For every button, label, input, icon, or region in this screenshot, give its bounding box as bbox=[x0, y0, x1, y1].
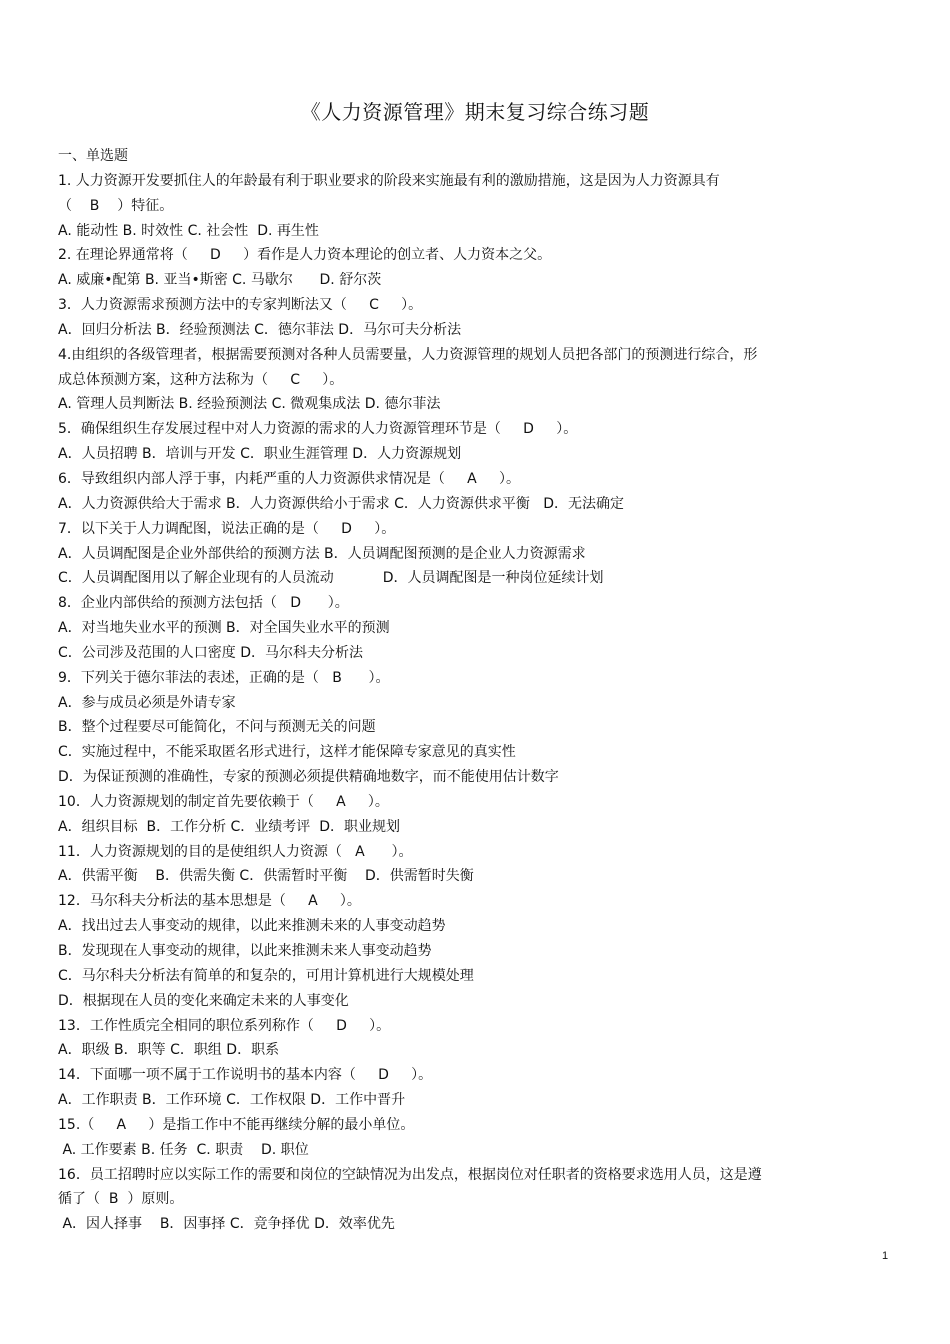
text-line: A．工作职责 B．工作环境 C．工作权限 D．工作中晋升 bbox=[58, 1092, 406, 1109]
document-title: 《人力资源管理》期末复习综合练习题 bbox=[300, 100, 650, 124]
text-line: 循了（ B ）原则。 bbox=[58, 1191, 184, 1208]
text-line: D．为保证预测的准确性，专家的预测必须提供精确地数字，而不能使用估计数字 bbox=[58, 769, 559, 786]
text-line: 3．人力资源需求预测方法中的专家判断法又（ C ）。 bbox=[58, 297, 423, 314]
text-line: B．发现现在人事变动的规律，以此来推测未来人事变动趋势 bbox=[58, 943, 432, 959]
text-line: 13．工作性质完全相同的职位系列称作（ D ）。 bbox=[58, 1017, 391, 1034]
text-line: A．人员招聘 B．培训与开发 C．职业生涯管理 D．人力资源规划 bbox=[58, 446, 462, 463]
text-line: 8．企业内部供给的预测方法包括（ D ）。 bbox=[58, 595, 349, 612]
text-line: 一、单选题 bbox=[58, 148, 128, 164]
text-line: 14．下面哪一项不属于工作说明书的基本内容（ D ）。 bbox=[58, 1067, 433, 1084]
text-line: A. 工作要素 B. 任务 C. 职责 D. 职位 bbox=[58, 1141, 309, 1158]
text-line: 15.（ A ）是指工作中不能再继续分解的最小单位。 bbox=[58, 1116, 415, 1133]
text-line: A．组织目标 B．工作分析 C．业绩考评 D．职业规划 bbox=[58, 818, 400, 835]
text-line: A．人员调配图是企业外部供给的预测方法 B．人员调配图预测的是企业人力资源需求 bbox=[58, 545, 586, 562]
text-line: 4.由组织的各级管理者，根据需要预测对各种人员需要量，人力资源管理的规划人员把各部门的预测进行综合，形 bbox=[58, 346, 758, 363]
text-line: A．供需平衡 B．供需失衡 C．供需暂时平衡 D．供需暂时失衡 bbox=[58, 868, 474, 885]
text-line: D．根据现在人员的变化来确定未来的人事变化 bbox=[58, 992, 349, 1009]
text-line: 1. 人力资源开发要抓住人的年龄最有利于职业要求的阶段来实施最有利的激励措施，这是因为人力资源具有 bbox=[58, 172, 720, 189]
text-line: 7．以下关于人力调配图，说法正确的是（ D ）。 bbox=[58, 520, 396, 537]
text-line: （ B ）特征。 bbox=[58, 197, 174, 214]
text-line: A．对当地失业水平的预测 B．对全国失业水平的预测 bbox=[58, 620, 390, 637]
text-line: 2. 在理论界通常将（ D ）看作是人力资本理论的创立者、人力资本之父。 bbox=[58, 247, 552, 264]
text-line: A. 管理人员判断法 B. 经验预测法 C. 微观集成法 D. 德尔菲法 bbox=[58, 396, 441, 413]
page-number: 1 bbox=[882, 1250, 889, 1262]
text-line: B．整个过程要尽可能简化，不问与预测无关的问题 bbox=[58, 719, 376, 736]
text-line: 5．确保组织生存发展过程中对人力资源的需求的人力资源管理环节是（ D ）。 bbox=[58, 421, 578, 438]
text-line: 9．下列关于德尔菲法的表述，正确的是（ B ）。 bbox=[58, 669, 390, 686]
text-line: A．职级 B．职等 C．职组 D．职系 bbox=[58, 1042, 280, 1059]
text-line: C．实施过程中，不能采取匿名形式进行，这样才能保障专家意见的真实性 bbox=[58, 744, 516, 761]
text-line: 6．导致组织内部人浮于事，内耗严重的人力资源供求情况是（ A ）。 bbox=[58, 470, 520, 487]
text-line: A．回归分析法 B．经验预测法 C．德尔菲法 D．马尔可夫分析法 bbox=[58, 321, 462, 338]
text-line: 12．马尔科夫分析法的基本思想是（ A ）。 bbox=[58, 893, 361, 910]
text-line: C．公司涉及范围的人口密度 D．马尔科夫分析法 bbox=[58, 644, 364, 661]
text-line: A．参与成员必须是外请专家 bbox=[58, 694, 236, 711]
text-line: A．因人择事 B．因事择 C．竞争择优 D．效率优先 bbox=[58, 1216, 395, 1233]
text-line: 成总体预测方案，这种方法称为（ C ）。 bbox=[58, 371, 344, 388]
text-line: A. 能动性 B. 时效性 C. 社会性 D. 再生性 bbox=[58, 222, 319, 239]
text-line: A．人力资源供给大于需求 B．人力资源供给小于需求 C．人力资源供求平衡 D．无法确定 bbox=[58, 495, 624, 512]
text-line: A. 威廉•配第 B. 亚当•斯密 C. 马歇尔 D. 舒尔茨 bbox=[58, 272, 382, 289]
text-line: A．找出过去人事变动的规律，以此来推测未来的人事变动趋势 bbox=[58, 918, 446, 935]
text-line: 11．人力资源规划的目的是使组织人力资源（ A ）。 bbox=[58, 843, 413, 860]
text-line: C．人员调配图用以了解企业现有的人员流动 D．人员调配图是一种岗位延续计划 bbox=[58, 570, 604, 587]
document-body bbox=[58, 144, 894, 1237]
text-line: 10．人力资源规划的制定首先要依赖于（ A ）。 bbox=[58, 793, 389, 810]
text-line: C．马尔科夫分析法有简单的和复杂的，可用计算机进行大规模处理 bbox=[58, 967, 474, 984]
text-line: 16．员工招聘时应以实际工作的需要和岗位的空缺情况为出发点，根据岗位对任职者的资格要求选用人员，这是遵 bbox=[58, 1166, 762, 1183]
